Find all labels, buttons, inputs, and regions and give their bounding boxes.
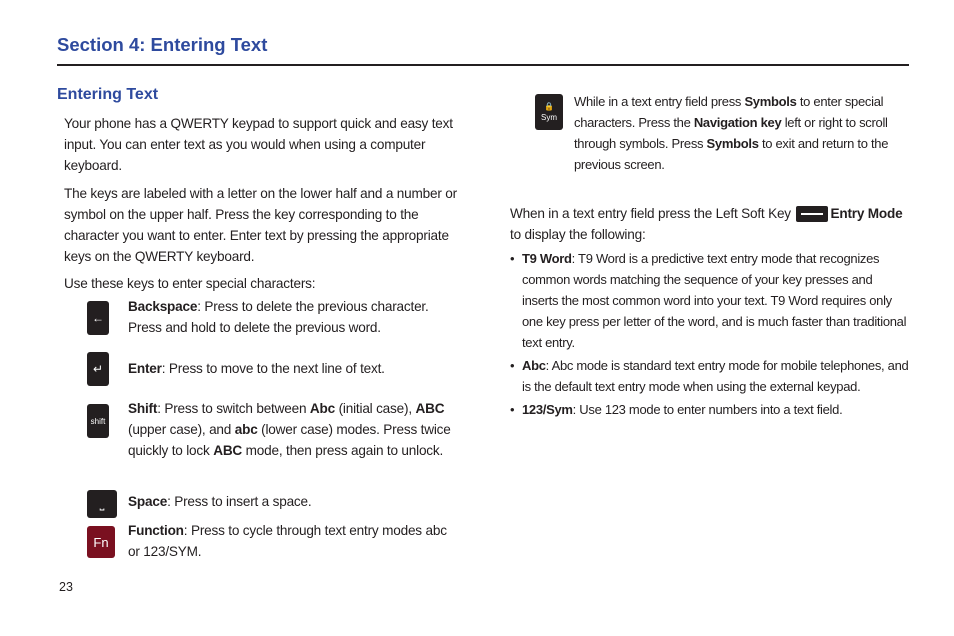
page-number: 23	[59, 580, 73, 594]
list-item	[510, 399, 910, 420]
intro-paragraph-2: The keys are labeled with a letter on the lower half and a number or symbol on the upper half. Press the key corresponding to the character you want to enter. Enter text by pressing the appropriate keys on the QWERTY keyboard.	[64, 186, 457, 264]
shift-text-5: mode, then press again to unlock.	[242, 443, 444, 458]
backspace-description	[128, 296, 458, 338]
sym-key-icon	[535, 94, 563, 130]
mode-name: T9 Word	[522, 251, 572, 266]
shift-mode-abc: Abc	[309, 401, 336, 416]
symbols-text-3: left or right to scroll through symbols. Press	[574, 115, 888, 151]
shift-label: Shift	[128, 401, 158, 416]
entry-mode-text-2: to display the following:	[510, 227, 646, 242]
subheading: Entering Text	[57, 86, 159, 103]
fn-key-icon: Fn	[87, 526, 115, 558]
shift-text-1: : Press to switch between	[157, 401, 310, 416]
shift-text-3: (upper case), and	[128, 422, 235, 437]
shift-description	[128, 398, 458, 461]
list-item	[510, 355, 910, 397]
symbols-text-1: While in a text entry field press	[574, 94, 745, 109]
enter-text: : Press to move to the next line of text.	[161, 361, 385, 376]
space-label: Space	[128, 494, 168, 509]
left-soft-key-icon	[796, 206, 828, 222]
navigation-key-label: Navigation key	[693, 115, 782, 130]
intro-paragraph-1: Your phone has a QWERTY keypad to support quick and easy text input. You can enter text as you would when using a computer keyboard.	[64, 116, 453, 173]
shift-mode-lower: abc	[234, 422, 258, 437]
backspace-key-icon: ←	[87, 301, 109, 335]
mode-name: 123/Sym	[522, 402, 573, 417]
sym-key-label: Sym	[541, 113, 557, 122]
shift-text-4: (lower case) modes. Press twice quickly to lock	[128, 422, 451, 458]
space-description	[128, 491, 458, 512]
symbols-text-2: to enter special characters. Press the	[574, 94, 884, 130]
enter-description	[128, 358, 458, 379]
entry-mode-text-1: When in a text entry field press the Left Soft Key	[510, 206, 791, 221]
shift-mode-lock: ABC	[213, 443, 243, 458]
symbols-text-4: to exit and return to the previous screen.	[574, 136, 889, 172]
symbols-label-2: Symbols	[706, 136, 759, 151]
function-description	[128, 520, 458, 562]
intro-paragraph-3: Use these keys to enter special characters:	[64, 276, 316, 291]
lock-icon: 🔒	[544, 102, 554, 111]
backspace-label: Backspace	[128, 299, 198, 314]
backspace-text: : Press to delete the previous character. Press and hold to delete the previous word.	[128, 299, 429, 335]
entry-mode-paragraph	[510, 203, 910, 245]
mode-name: Abc	[522, 358, 546, 373]
bullet: •	[510, 358, 515, 373]
list-item	[510, 248, 910, 353]
space-key-icon: ⎵	[87, 490, 117, 518]
function-label: Function	[128, 523, 184, 538]
enter-label: Enter	[128, 361, 162, 376]
function-text: : Press to cycle through text entry modes abc or 123/SYM.	[128, 523, 447, 559]
mode-description: : Abc mode is standard text entry mode for mobile telephones, and is the default text entry mode when using the external keypad.	[522, 358, 909, 394]
entry-mode-label: Entry Mode	[830, 206, 903, 221]
bullet: •	[510, 251, 515, 266]
symbols-label-1: Symbols	[744, 94, 797, 109]
mode-description: : T9 Word is a predictive text entry mode that recognizes common words matching the sequence of your key presses and inserts the most common word into your text. T9 Word requires only one key press per letter of the word, and is much faster than traditional text entry.	[522, 251, 907, 350]
shift-text-2: (initial case),	[335, 401, 416, 416]
entry-mode-list	[510, 248, 910, 422]
shift-mode-upper: ABC	[415, 401, 445, 416]
enter-key-icon: ↵	[87, 352, 109, 386]
title-rule	[57, 64, 909, 66]
space-text: : Press to insert a space.	[167, 494, 312, 509]
bullet: •	[510, 402, 515, 417]
symbols-description	[574, 91, 894, 175]
shift-key-icon: shift	[87, 404, 109, 438]
section-title: Section 4: Entering Text	[57, 34, 268, 55]
mode-description: : Use 123 mode to enter numbers into a text field.	[572, 402, 843, 417]
